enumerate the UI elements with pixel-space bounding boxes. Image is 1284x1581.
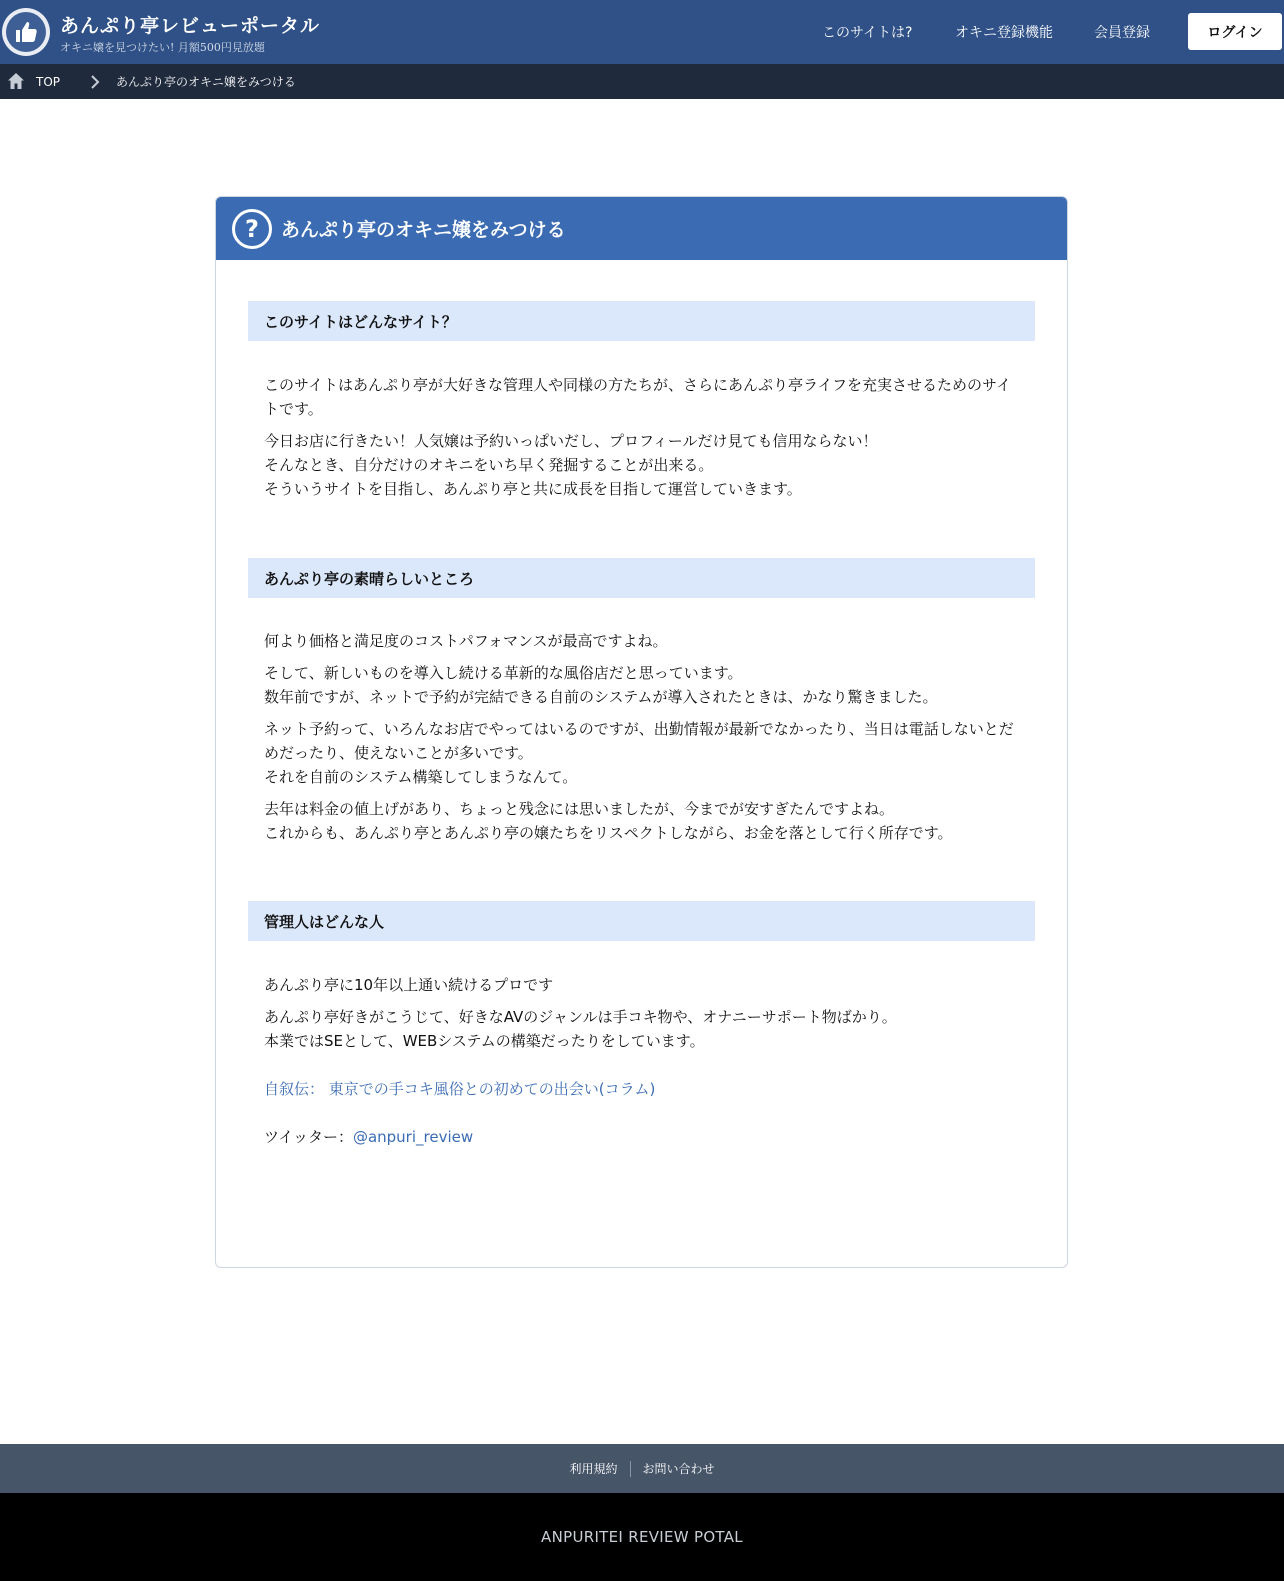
paragraph-line: そして、新しいものを導入し続ける革新的な風俗店だと思っています。 <box>264 664 743 682</box>
brand-title[interactable]: あんぷり亭レビューポータル <box>60 15 321 37</box>
paragraph-line: あんぷり亭好きがこうじて、好きなAVのジャンルは手コキ物や、オナニーサポート物ばかり。 <box>264 1008 897 1026</box>
card-header <box>216 197 1067 260</box>
breadcrumb-current: あんぷり亭のオキニ嬢をみつける <box>116 75 296 89</box>
chevron-right-icon <box>90 74 100 93</box>
paragraph-line: そういうサイトを目指し、あんぷり亭と共に成長を目指して運営していきます。 <box>264 480 802 498</box>
column-link[interactable]: 自叙伝： 東京での手コキ風俗との初めての出会い(コラム) <box>264 1080 656 1098</box>
footer-contact-link[interactable]: お問い合わせ <box>642 1462 715 1476</box>
paragraph <box>264 973 1024 997</box>
paragraph-line: このサイトはあんぷり亭が大好きな管理人や同様の方たちが、さらにあんぷり亭ライフを充実させるためのサイトです。 <box>264 376 1012 418</box>
twitter-line <box>264 1125 1024 1149</box>
paragraph <box>264 797 1024 845</box>
footer-divider <box>630 1461 631 1477</box>
section-heading-about: このサイトはどんなサイト？ <box>248 301 1035 341</box>
nav-member-register[interactable]: 会員登録 <box>1094 25 1150 41</box>
paragraph <box>264 1077 1024 1101</box>
section-heading-admin: 管理人はどんな人 <box>248 901 1035 941</box>
site-logo[interactable] <box>2 8 50 56</box>
paragraph-line: 何より価格と満足度のコストパフォマンスが最高ですよね。 <box>264 632 668 650</box>
login-button[interactable]: ログイン <box>1188 13 1282 50</box>
site-header <box>0 0 1284 64</box>
paragraph-line: それを自前のシステム構築してしまうなんて。 <box>264 768 578 786</box>
paragraph-line: そんなとき、自分だけのオキニをいち早く発掘することが出来る。 <box>264 456 714 474</box>
paragraph-line: あんぷり亭に10年以上通い続けるプロです <box>264 976 554 994</box>
paragraph-line: 数年前ですが、ネットで予約が完結できる自前のシステムが導入されたときは、かなり驚きました。 <box>264 688 938 706</box>
home-icon[interactable] <box>7 72 25 94</box>
content-card <box>215 196 1068 1268</box>
thumbs-up-icon <box>6 12 46 52</box>
paragraph-line: 去年は料金の値上げがあり、ちょっと残念には思いましたが、今までが安すぎたんですよね。 <box>264 800 895 818</box>
paragraph-line: これからも、あんぷり亭とあんぷり亭の嬢たちをリスペクトしながら、お金を落として行く所存です。 <box>264 824 953 842</box>
question-circle-icon: ? <box>232 209 272 249</box>
footer-links <box>0 1444 1284 1493</box>
paragraph-line: 本業ではSEとして、WEBシステムの構築だったりをしています。 <box>264 1032 705 1050</box>
paragraph <box>264 717 1024 789</box>
twitter-link[interactable]: @anpuri_review <box>352 1128 474 1146</box>
paragraph <box>264 661 1024 709</box>
card-title: あんぷり亭のオキニ嬢をみつける <box>281 219 566 241</box>
brand-subtitle: オキニ嬢を見つけたい! 月額500円見放題 <box>60 41 265 54</box>
paragraph <box>264 629 1024 653</box>
nav-favorite-register[interactable]: オキニ登録機能 <box>955 25 1053 41</box>
paragraph <box>264 373 1024 421</box>
footer-copyright: ANPURITEI REVIEW POTAL <box>0 1493 1284 1581</box>
nav-about[interactable]: このサイトは? <box>822 25 913 41</box>
paragraph-line: 今日お店に行きたい！人気嬢は予約いっぱいだし、プロフィールだけ見ても信用ならない！ <box>264 432 878 450</box>
paragraph-line: ネット予約って、いろんなお店でやってはいるのですが、出勤情報が最新でなかったり、当日は電話しないとだめだったり、使えないことが多いです。 <box>264 720 1014 762</box>
footer-terms-link[interactable]: 利用規約 <box>569 1462 618 1476</box>
twitter-label: ツイッター： <box>264 1128 353 1146</box>
section-heading-strengths: あんぷり亭の素晴らしいところ <box>248 558 1035 598</box>
breadcrumb <box>0 64 1284 99</box>
paragraph <box>264 429 1024 501</box>
paragraph <box>264 1005 1024 1053</box>
breadcrumb-top-link[interactable]: TOP <box>36 74 61 89</box>
